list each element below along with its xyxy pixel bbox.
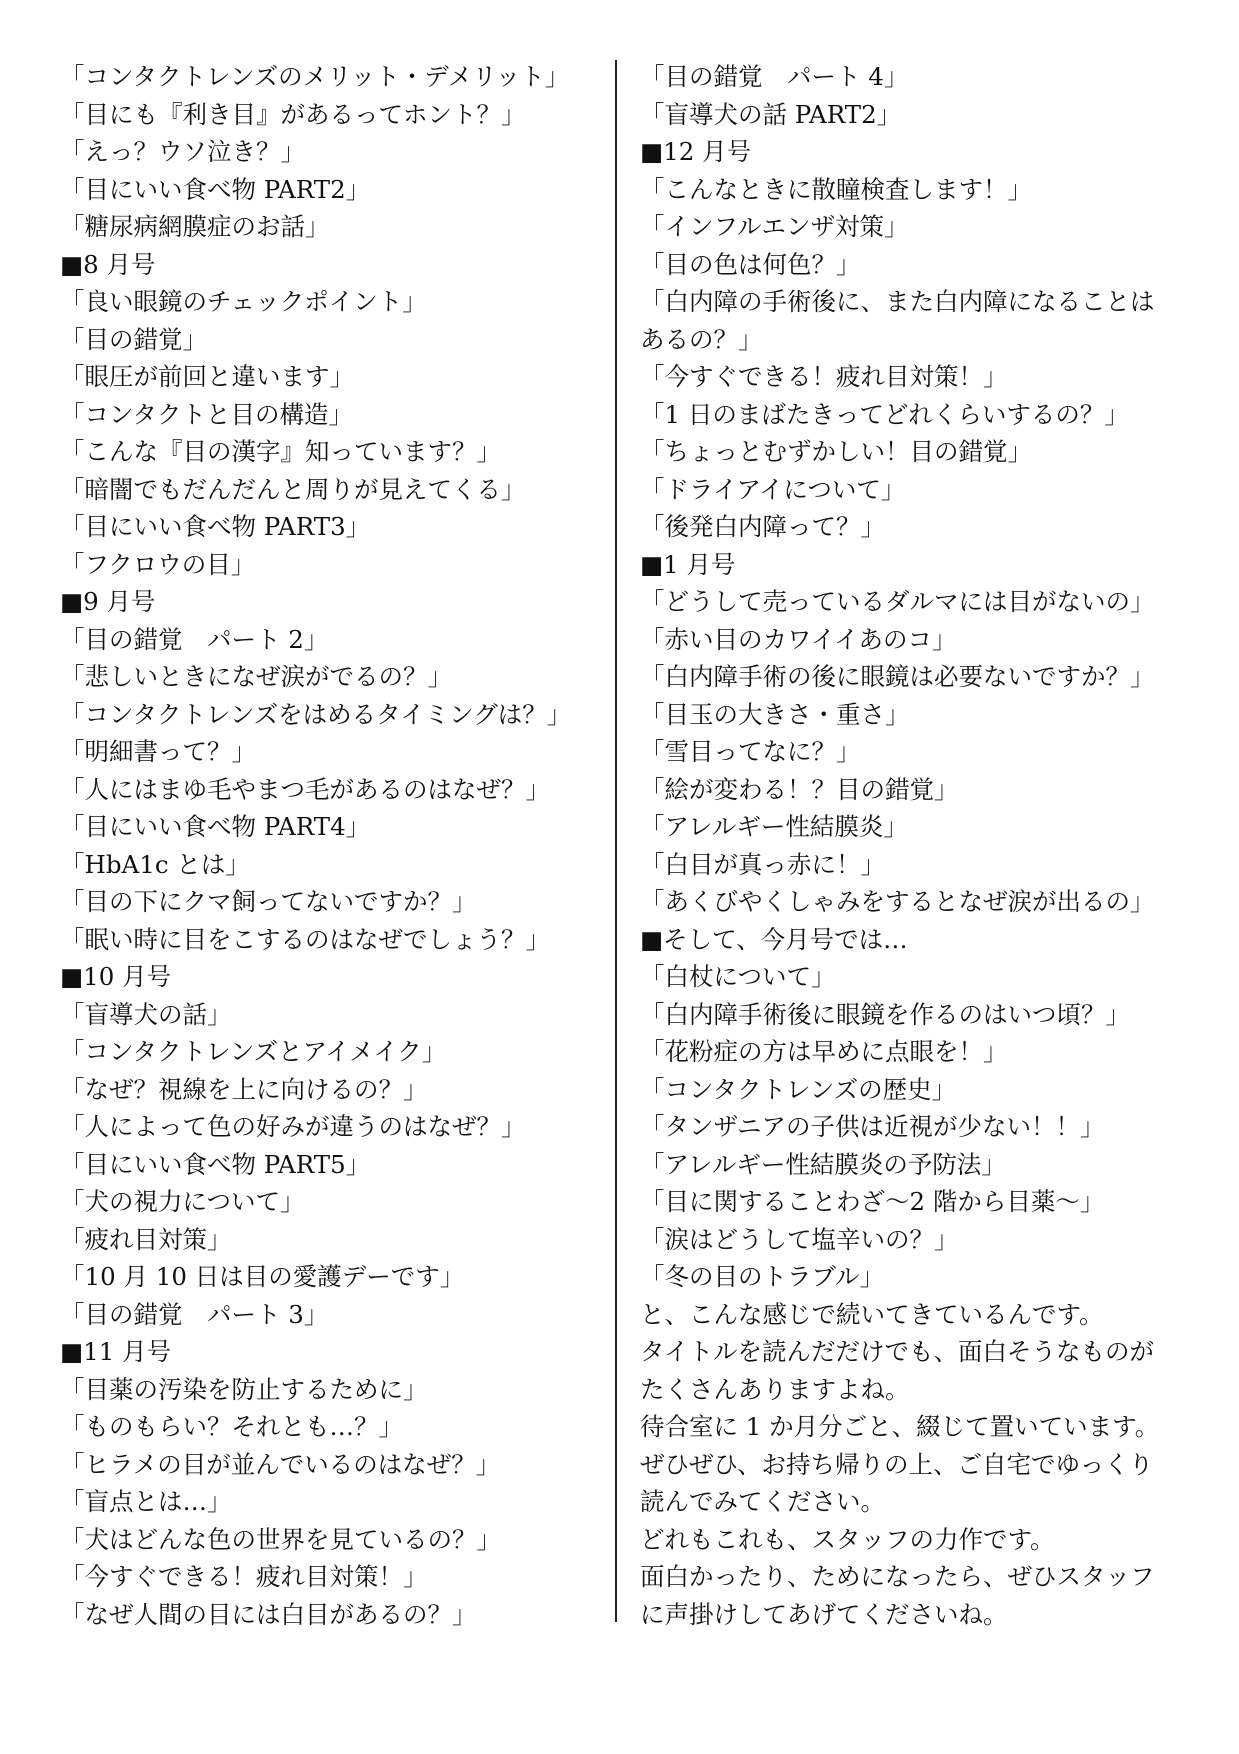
article-title-line: 「タンザニアの子供は近視が少ない！！」 bbox=[640, 1112, 1105, 1141]
article-title-line: 「目にいい食べ物 PART5」 bbox=[60, 1149, 371, 1179]
body-text-line: 読んでみてください。 bbox=[640, 1487, 885, 1516]
article-title-line: あるの？」 bbox=[640, 324, 763, 354]
article-title-line: 「眼圧が前回と違います」 bbox=[60, 362, 354, 391]
article-title-line: 「悲しいときになぜ涙がでるの？」 bbox=[60, 662, 452, 691]
article-title-line: 「白内障手術の後に眼鏡は必要ないですか？」 bbox=[640, 662, 1155, 691]
article-title-line: 「白目が真っ赤に！」 bbox=[640, 849, 885, 879]
article-title-line: 「目薬の汚染を防止するために」 bbox=[60, 1374, 428, 1404]
article-title-line: 「1 日のまばたきってどれくらいするの？」 bbox=[640, 399, 1129, 429]
article-title-line: 「目の錯覚 パート 4」 bbox=[640, 62, 909, 91]
body-text-line: たくさんありますよね。 bbox=[640, 1374, 910, 1404]
right-column bbox=[640, 58, 1195, 1633]
article-title-line: 「赤い目のカワイイあのコ」 bbox=[640, 624, 957, 654]
body-text-line: ぜひぜひ、お持ち帰りの上、ご自宅でゆっくり bbox=[640, 1449, 1154, 1479]
article-title-line: 「目にいい食べ物 PART2」 bbox=[60, 174, 371, 204]
article-title-line: 「白内障の手術後に、また白内障になることは bbox=[640, 287, 1155, 316]
article-title-line: 「なぜ人間の目には白目があるの？」 bbox=[60, 1599, 477, 1629]
month-heading: ■9 月号 bbox=[60, 587, 156, 616]
article-title-line: 「目の錯覚」 bbox=[60, 324, 207, 354]
article-title-line: 「フクロウの目」 bbox=[60, 549, 256, 579]
article-title-line: 「10 月 10 日は目の愛護デーです」 bbox=[60, 1262, 465, 1291]
article-title-line: 「えっ？ウソ泣き？」 bbox=[60, 137, 305, 166]
month-heading: ■1 月号 bbox=[640, 549, 736, 579]
month-heading: ■8 月号 bbox=[60, 249, 156, 279]
article-title-line: 「コンタクトレンズとアイメイク」 bbox=[60, 1037, 447, 1066]
article-title-line: 「目の錯覚 パート 3」 bbox=[60, 1299, 329, 1329]
article-title-line: 「インフルエンザ対策」 bbox=[640, 212, 909, 241]
article-title-line: 「コンタクトレンズの歴史」 bbox=[640, 1074, 957, 1104]
article-title-line: 「アレルギー性結膜炎」 bbox=[640, 812, 908, 841]
article-title-line: 「眠い時に目をこするのはなぜでしょう？」 bbox=[60, 924, 550, 954]
article-title-line: 「コンタクトレンズをはめるタイミングは？」 bbox=[60, 699, 572, 729]
body-text-line: に声掛けしてあげてくださいね。 bbox=[640, 1599, 1008, 1629]
article-title-line: 「こんな『目の漢字』知っています？」 bbox=[60, 437, 501, 466]
article-title-line: 「目にいい食べ物 PART4」 bbox=[60, 812, 371, 841]
article-title-line: 「糖尿病網膜症のお話」 bbox=[60, 212, 330, 241]
article-title-line: 「あくびやくしゃみをするとなぜ涙が出るの」 bbox=[640, 887, 1155, 916]
article-title-line: 「明細書って？」 bbox=[60, 737, 256, 766]
article-title-line: 「ドライアイについて」 bbox=[640, 474, 906, 504]
article-title-line: 「冬の目のトラブル」 bbox=[640, 1262, 885, 1291]
article-title-line: 「白杖について」 bbox=[640, 962, 836, 991]
body-text-line: タイトルを読んだだけでも、面白そうなものが bbox=[640, 1337, 1155, 1366]
article-title-line: 「人によって色の好みが違うのはなぜ？」 bbox=[60, 1112, 526, 1141]
article-title-line: 「犬の視力について」 bbox=[60, 1187, 305, 1216]
article-title-line: 「今すぐできる！疲れ目対策！」 bbox=[640, 362, 1008, 391]
article-title-line: 「目の下にクマ飼ってないですか？」 bbox=[60, 887, 477, 916]
article-title-line: 「ものもらい？それとも…？」 bbox=[60, 1412, 403, 1441]
article-title-line: 「ヒラメの目が並んでいるのはなぜ？」 bbox=[60, 1449, 501, 1479]
article-title-line: 「良い眼鏡のチェックポイント」 bbox=[60, 287, 427, 316]
article-title-line: 「後発白内障って？」 bbox=[640, 512, 885, 541]
article-title-line: 「盲導犬の話」 bbox=[60, 999, 232, 1029]
article-title-line: 「盲点とは…」 bbox=[60, 1487, 232, 1516]
article-title-line: 「目に関することわざ～2 階から目薬～」 bbox=[640, 1187, 1105, 1216]
month-heading: ■そして、今月号では… bbox=[640, 924, 908, 954]
body-text-line: と、こんな感じで続いてきているんです。 bbox=[640, 1299, 1104, 1329]
article-title-line: 「絵が変わる！？目の錯覚」 bbox=[640, 774, 959, 804]
article-title-line: 「暗闇でもだんだんと周りが見えてくる」 bbox=[60, 474, 526, 504]
article-title-line: 「花粉症の方は早めに点眼を！」 bbox=[640, 1037, 1008, 1066]
body-text-line: 面白かったり、ためになったら、ぜひスタッフ bbox=[640, 1562, 1155, 1591]
article-title-line: 「涙はどうして塩辛いの？」 bbox=[640, 1224, 959, 1254]
article-title-line: 「ちょっとむずかしい！目の錯覚」 bbox=[640, 437, 1032, 466]
article-title-line: 「コンタクトレンズのメリット・デメリット」 bbox=[60, 62, 570, 91]
article-title-line: 「白内障手術後に眼鏡を作るのはいつ頃？」 bbox=[640, 999, 1130, 1029]
month-heading: ■10 月号 bbox=[60, 962, 172, 991]
article-title-line: 「犬はどんな色の世界を見ているの？」 bbox=[60, 1524, 501, 1554]
month-heading: ■11 月号 bbox=[60, 1337, 172, 1366]
left-column bbox=[60, 58, 615, 1633]
article-title-line: 「今すぐできる！疲れ目対策！」 bbox=[60, 1562, 428, 1591]
month-heading: ■12 月号 bbox=[640, 137, 752, 166]
article-title-line: 「HbA1c とは」 bbox=[60, 849, 250, 879]
article-title-line: 「盲導犬の話 PART2」 bbox=[640, 99, 902, 129]
article-title-line: 「どうして売っているダルマには目がないの」 bbox=[640, 587, 1155, 616]
article-title-line: 「アレルギー性結膜炎の予防法」 bbox=[640, 1149, 1006, 1179]
body-text-line: どれもこれも、スタッフの力作です。 bbox=[640, 1524, 1055, 1554]
article-title-line: 「雪目ってなに？」 bbox=[640, 737, 861, 766]
article-title-line: 「こんなときに散瞳検査します！」 bbox=[640, 174, 1032, 204]
article-title-line: 「なぜ？視線を上に向けるの？」 bbox=[60, 1074, 428, 1104]
article-title-line: 「コンタクトと目の構造」 bbox=[60, 399, 354, 429]
article-title-line: 「目の錯覚 パート 2」 bbox=[60, 624, 329, 654]
article-title-line: 「目にいい食べ物 PART3」 bbox=[60, 512, 371, 541]
article-title-line: 「目にも『利き目』があるってホント？」 bbox=[60, 99, 526, 129]
article-title-line: 「目玉の大きさ・重さ」 bbox=[640, 699, 910, 729]
article-title-line: 「目の色は何色？」 bbox=[640, 249, 861, 279]
article-title-line: 「疲れ目対策」 bbox=[60, 1224, 232, 1254]
column-divider bbox=[615, 60, 617, 1622]
article-title-line: 「人にはまゆ毛やまつ毛があるのはなぜ？」 bbox=[60, 774, 550, 804]
body-text-line: 待合室に 1 か月分ごと、綴じて置いています。 bbox=[640, 1412, 1160, 1441]
